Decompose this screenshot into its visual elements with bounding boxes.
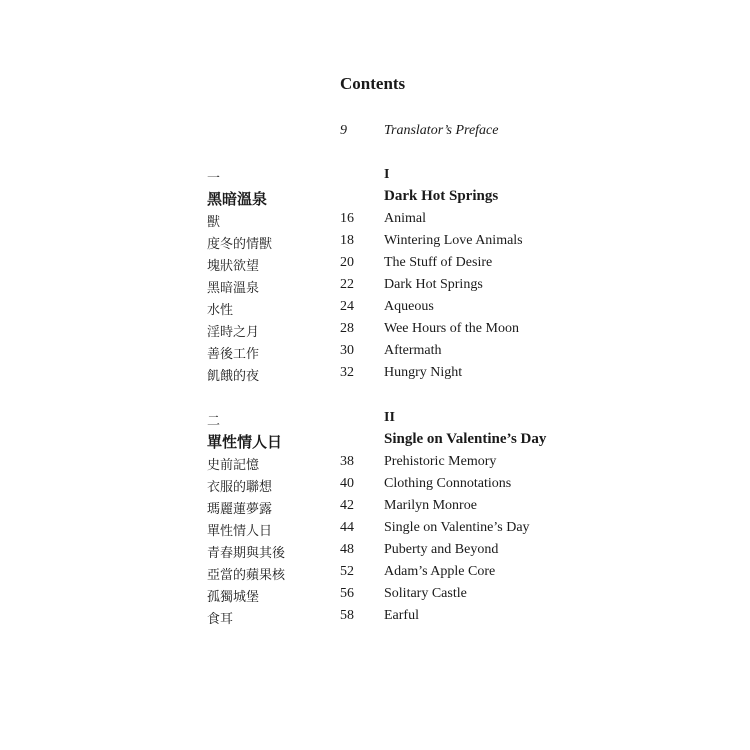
- entry-title-zh: 善後工作: [207, 347, 260, 362]
- preface-title: Translator’s Preface: [384, 123, 499, 138]
- section-1-numeral-en: I: [384, 167, 390, 182]
- entry-page: 44: [340, 520, 354, 535]
- entry-title-zh: 單性情人日: [207, 524, 273, 539]
- entry-title-zh: 黑暗溫泉: [207, 281, 260, 296]
- toc-entry: [0, 255, 750, 277]
- entry-title-zh: 塊狀欲望: [207, 259, 260, 274]
- entry-title-zh: 亞當的蘋果核: [207, 568, 286, 583]
- toc-entry: [0, 564, 750, 586]
- entry-title-en: Hungry Night: [384, 365, 463, 380]
- section-2-numeral-en: II: [384, 410, 395, 425]
- entry-page: 52: [340, 564, 354, 579]
- entry-title-en: Solitary Castle: [384, 586, 467, 601]
- entry-page: 24: [340, 299, 354, 314]
- section-2-title-en: Single on Valentine’s Day: [384, 431, 547, 447]
- section-2-title-zh: 單性情人日: [207, 433, 283, 451]
- entry-page: 30: [340, 343, 354, 358]
- section-1-numeral-row: [0, 167, 750, 189]
- section-2-numeral-zh: 二: [207, 414, 221, 429]
- entry-title-en: Earful: [384, 608, 419, 623]
- toc-entry: [0, 277, 750, 299]
- entry-page: 58: [340, 608, 354, 623]
- entry-page: 28: [340, 321, 354, 336]
- entry-title-en: The Stuff of Desire: [384, 255, 493, 270]
- entry-title-zh: 孤獨城堡: [207, 590, 260, 605]
- entry-title-en: Adam’s Apple Core: [384, 564, 496, 579]
- toc-entry: [0, 299, 750, 321]
- contents-title: Contents: [340, 74, 406, 93]
- entry-title-zh: 獸: [207, 215, 221, 230]
- toc-entry: [0, 520, 750, 542]
- entry-page: 38: [340, 454, 354, 469]
- toc-entry: [0, 498, 750, 520]
- toc-entry: [0, 454, 750, 476]
- entry-title-en: Aftermath: [384, 343, 442, 358]
- toc-entry: [0, 542, 750, 564]
- entry-title-en: Dark Hot Springs: [384, 277, 483, 292]
- entry-title-zh: 水性: [207, 303, 234, 318]
- entry-page: 32: [340, 365, 354, 380]
- preface-row: [0, 123, 750, 145]
- entry-title-zh: 史前記憶: [207, 458, 260, 473]
- entry-title-en: Prehistoric Memory: [384, 454, 497, 469]
- entry-title-zh: 飢餓的夜: [207, 369, 260, 384]
- preface-page: 9: [340, 123, 347, 138]
- entry-page: 42: [340, 498, 354, 513]
- entry-page: 20: [340, 255, 354, 270]
- entry-title-zh: 淫時之月: [207, 325, 260, 340]
- section-2-numeral-row: [0, 410, 750, 432]
- section-1-heading-row: [0, 188, 750, 210]
- entry-title-zh: 食耳: [207, 612, 234, 627]
- entry-title-en: Marilyn Monroe: [384, 498, 477, 513]
- entry-title-en: Wee Hours of the Moon: [384, 321, 519, 336]
- toc-entry: [0, 608, 750, 630]
- entry-title-en: Wintering Love Animals: [384, 233, 523, 248]
- toc-entry: [0, 211, 750, 233]
- entry-title-en: Animal: [384, 211, 426, 226]
- section-1-numeral-zh: 一: [207, 171, 221, 186]
- entry-title-en: Puberty and Beyond: [384, 542, 499, 557]
- entry-title-zh: 度冬的情獸: [207, 237, 273, 252]
- toc-entry: [0, 365, 750, 387]
- entry-title-en: Clothing Connotations: [384, 476, 512, 491]
- entry-page: 18: [340, 233, 354, 248]
- entry-page: 40: [340, 476, 354, 491]
- entry-title-en: Single on Valentine’s Day: [384, 520, 530, 535]
- entry-title-zh: 衣服的聯想: [207, 480, 273, 495]
- entry-page: 22: [340, 277, 354, 292]
- entry-title-zh: 瑪麗蓮夢露: [207, 502, 273, 517]
- entry-page: 56: [340, 586, 354, 601]
- toc-entry: [0, 233, 750, 255]
- section-1-title-zh: 黑暗溫泉: [207, 190, 268, 208]
- section-2-heading-row: [0, 431, 750, 453]
- section-1-title-en: Dark Hot Springs: [384, 188, 499, 204]
- toc-entry: [0, 321, 750, 343]
- entry-page: 16: [340, 211, 354, 226]
- toc-entry: [0, 586, 750, 608]
- toc-entry: [0, 476, 750, 498]
- entry-title-en: Aqueous: [384, 299, 434, 314]
- entry-title-zh: 青春期與其後: [207, 546, 286, 561]
- toc-entry: [0, 343, 750, 365]
- entry-page: 48: [340, 542, 354, 557]
